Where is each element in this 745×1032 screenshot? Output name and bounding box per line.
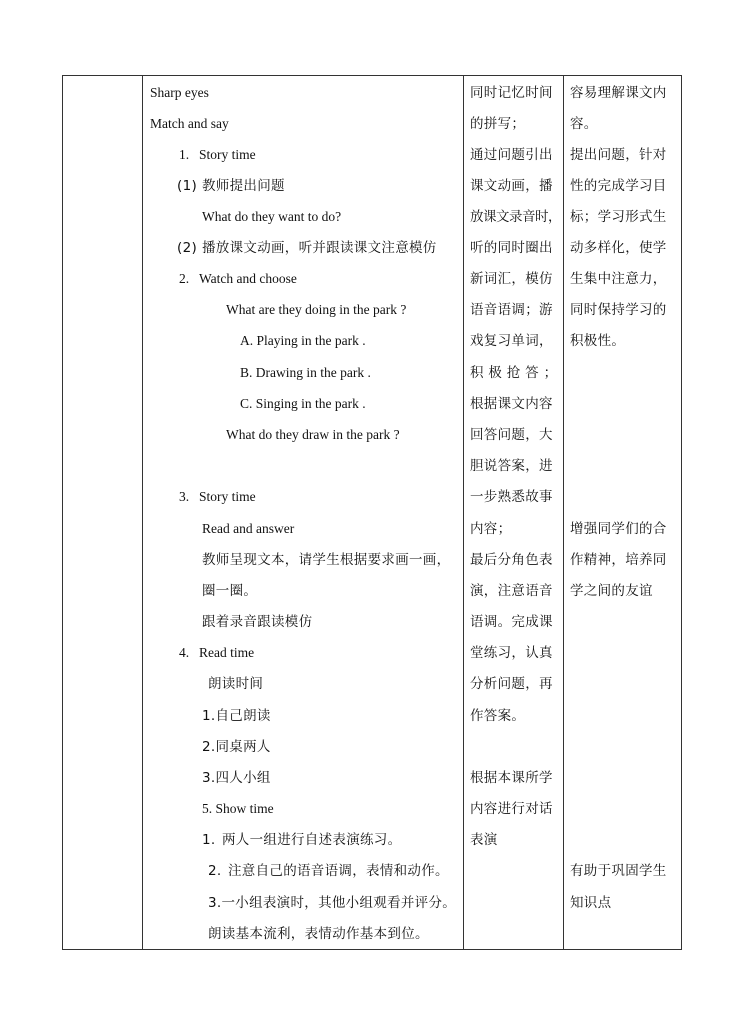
activity-line: 课文动画，播 xyxy=(470,178,553,194)
intent-line: 生集中注意力， xyxy=(570,271,667,287)
lesson-plan-table xyxy=(62,75,682,950)
process-line: (2) 播放课文动画，听并跟读课文注意模仿 xyxy=(177,240,437,256)
intent-line: 提出问题，针对 xyxy=(570,147,667,163)
process-line: B. Drawing in the park . xyxy=(240,365,371,380)
activity-line: 回答问题，大 xyxy=(470,427,553,443)
activity-line: 语调。完成课 xyxy=(470,614,553,630)
intent-line: 积极性。 xyxy=(570,333,626,349)
list-marker: (2) xyxy=(177,240,198,256)
process-line: 跟着录音跟读模仿 xyxy=(202,614,313,630)
intent-line: 知识点 xyxy=(570,895,612,911)
process-line: C. Singing in the park . xyxy=(240,396,366,411)
activity-line: 分析问题，再 xyxy=(470,676,553,692)
process-line: 3. Story time xyxy=(179,489,256,504)
activity-line: 放课文录音时， xyxy=(470,209,561,225)
list-marker: 3. xyxy=(179,489,190,504)
intent-line: 同时保持学习的 xyxy=(570,302,667,318)
activity-line: 表演 xyxy=(470,832,498,848)
process-line: What are they doing in the park ? xyxy=(226,302,407,317)
process-line: 1. Story time xyxy=(179,147,256,162)
list-marker: 1. xyxy=(179,147,190,162)
intent-line: 学之间的友谊 xyxy=(570,583,653,599)
process-line: 1. 两人一组进行自述表演练习。 xyxy=(202,832,402,848)
list-marker: (1) xyxy=(177,178,198,194)
activity-line: 一步熟悉故事 xyxy=(470,489,553,505)
process-line: 3.一小组表演时，其他小组观看并评分。 xyxy=(208,895,457,911)
process-line: 2. Watch and choose xyxy=(179,271,297,286)
activity-line: 作答案。 xyxy=(470,708,526,724)
column-divider-2 xyxy=(463,76,464,949)
activity-line: 堂练习，认真 xyxy=(470,645,553,661)
intent-line: 作精神，培养同 xyxy=(570,552,667,568)
process-line: Sharp eyes xyxy=(150,85,209,100)
activity-line: 内容进行对话 xyxy=(470,801,553,817)
list-marker: 1. xyxy=(202,832,216,848)
process-line: 朗读基本流利，表情动作基本到位。 xyxy=(208,926,429,942)
activity-line: 演，注意语音 xyxy=(470,583,553,599)
list-marker: 2. xyxy=(179,271,190,286)
intent-line: 标；学习形式生 xyxy=(570,209,667,225)
process-line: 1.自己朗读 xyxy=(202,708,271,724)
process-line: Match and say xyxy=(150,116,229,131)
list-marker: 2. xyxy=(208,863,222,879)
activity-line: 根据课文内容 xyxy=(470,396,553,412)
process-line: 圈一圈。 xyxy=(202,583,258,599)
process-line: What do they want to do? xyxy=(202,209,342,224)
intent-line: 性的完成学习目 xyxy=(570,178,667,194)
activity-line: 新词汇，模仿 xyxy=(470,271,553,287)
intent-line: 增强同学们的合 xyxy=(570,521,667,537)
column-divider-3 xyxy=(563,76,564,949)
list-marker: 4. xyxy=(179,645,190,660)
process-line: 3.四人小组 xyxy=(202,770,271,786)
activity-line: 的拼写； xyxy=(470,116,526,132)
process-line: Read and answer xyxy=(202,521,295,536)
intent-line: 动多样化，使学 xyxy=(570,240,667,256)
process-line: 4. Read time xyxy=(179,645,255,660)
intent-line: 有助于巩固学生 xyxy=(570,863,667,879)
activity-line: 最后分角色表 xyxy=(470,552,553,568)
process-line: 教师呈现文本，请学生根据要求画一画， xyxy=(202,552,451,568)
process-line: 2.同桌两人 xyxy=(202,739,271,755)
activity-line: 戏复习单词， xyxy=(470,333,553,349)
activity-line: 根据本课所学 xyxy=(470,770,553,786)
activity-line: 同时记忆时间 xyxy=(470,85,553,101)
activity-line: 胆说答案，进 xyxy=(470,458,553,474)
activity-line: 听的同时圈出 xyxy=(470,240,553,256)
column-divider-1 xyxy=(142,76,143,949)
process-line: A. Playing in the park . xyxy=(240,333,366,348)
activity-line: 语音语调；游 xyxy=(470,302,553,318)
intent-line: 容易理解课文内 xyxy=(570,85,667,101)
activity-line: 积 极 抢 答 ； xyxy=(470,365,558,381)
process-line: What do they draw in the park ? xyxy=(226,427,400,442)
process-line: 朗读时间 xyxy=(208,676,264,692)
activity-line: 内容； xyxy=(470,521,512,537)
intent-line: 容。 xyxy=(570,116,598,132)
process-line: (1) 教师提出问题 xyxy=(177,178,285,194)
process-line: 2. 注意自己的语音语调，表情和动作。 xyxy=(208,863,449,879)
activity-line: 通过问题引出 xyxy=(470,147,553,163)
process-line: 5. Show time xyxy=(202,801,274,816)
